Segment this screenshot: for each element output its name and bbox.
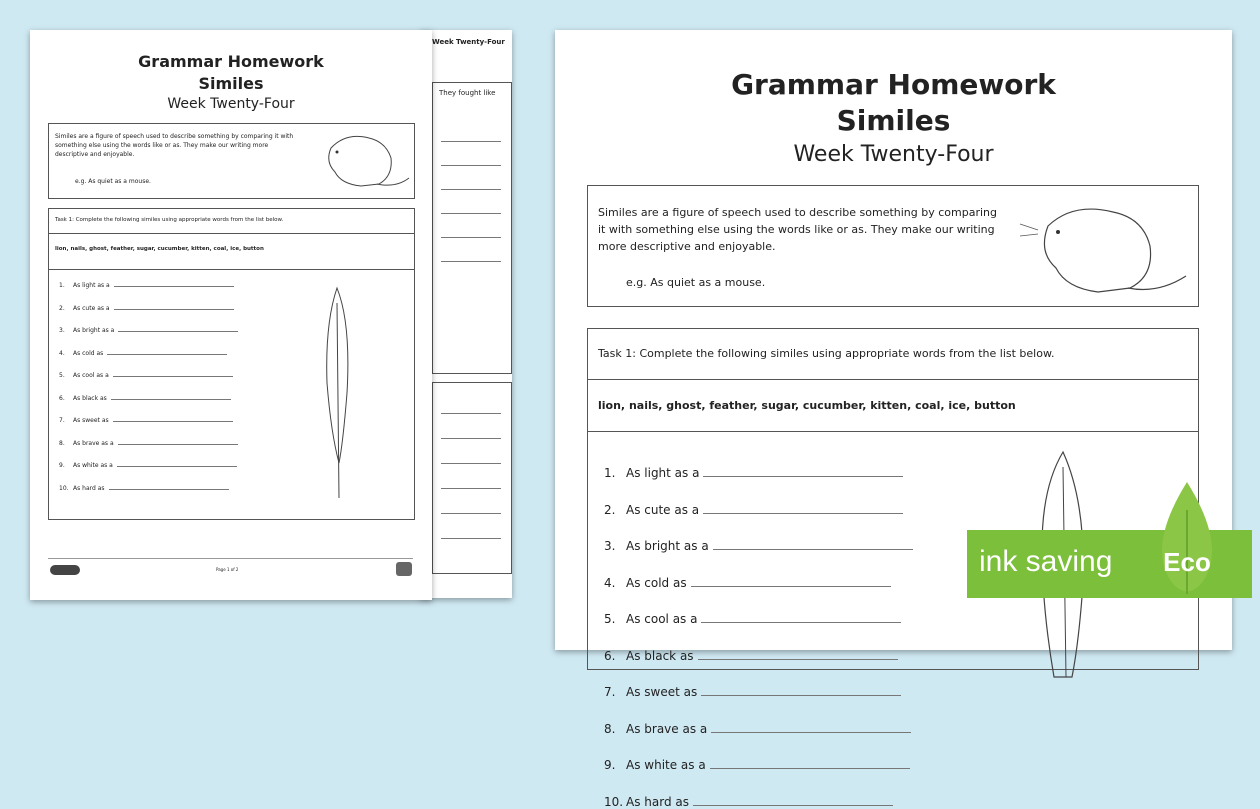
- large-task-box: [587, 328, 1199, 809]
- large-subtitle: Similes: [836, 104, 951, 137]
- simile-item: [59, 439, 238, 447]
- small-subtitle: Similes: [198, 74, 264, 93]
- small-task-text: Task 1: Complete the following similes using appropriate words from the list below.: [55, 217, 284, 223]
- simile-number: 5.: [59, 372, 65, 379]
- simile-item: [59, 326, 238, 334]
- simile-answer-blank[interactable]: [701, 611, 901, 623]
- simile-number: 10.: [604, 794, 624, 809]
- small-intro-box: [48, 123, 415, 199]
- large-task-text: Task 1: Complete the following similes using appropriate words from the list below.: [598, 347, 1055, 360]
- simile-answer-blank[interactable]: [118, 439, 238, 445]
- simile-answer-blank[interactable]: [114, 281, 234, 287]
- simile-item: [59, 349, 227, 357]
- simile-answer-blank[interactable]: [693, 794, 893, 806]
- preview-page-small: [30, 30, 432, 600]
- simile-text: As brave as a: [73, 439, 114, 447]
- simile-text: As cold as: [626, 575, 687, 590]
- simile-number: 9.: [604, 758, 616, 772]
- simile-item: [604, 611, 901, 626]
- simile-item: [59, 484, 229, 492]
- simile-text: As white as a: [626, 758, 706, 772]
- back-page-line-text: They fought like: [439, 89, 496, 97]
- ink-saving-label: ink saving: [979, 545, 1113, 578]
- simile-text: As light as a: [626, 466, 700, 480]
- small-items-list: [49, 281, 279, 511]
- small-wordlist: lion, nails, ghost, feather, sugar, cucumber, kitten, coal, ice, button: [55, 246, 264, 252]
- small-example: e.g. As quiet as a mouse.: [75, 178, 151, 185]
- simile-number: 2.: [59, 304, 65, 312]
- simile-item: [604, 757, 910, 772]
- simile-answer-blank[interactable]: [698, 648, 898, 660]
- simile-text: As hard as: [73, 484, 105, 492]
- back-page: [420, 30, 512, 598]
- large-items-list: [588, 465, 988, 809]
- simile-item: [604, 502, 903, 517]
- simile-answer-blank[interactable]: [114, 304, 234, 310]
- mouse-icon: [311, 128, 411, 194]
- simile-item: [59, 394, 231, 402]
- simile-number: 8.: [604, 721, 616, 736]
- simile-item: [604, 538, 913, 553]
- simile-answer-blank[interactable]: [117, 461, 237, 467]
- simile-answer-blank[interactable]: [713, 538, 913, 550]
- small-page-number: Page 1 of 2: [216, 567, 239, 572]
- eco-tag: Eco: [1163, 547, 1211, 577]
- simile-answer-blank[interactable]: [711, 721, 911, 733]
- simile-answer-blank[interactable]: [710, 757, 910, 769]
- simile-answer-blank[interactable]: [107, 349, 227, 355]
- simile-number: 7.: [604, 685, 616, 699]
- back-page-box: [432, 82, 512, 374]
- simile-item: [604, 684, 901, 699]
- simile-number: 4.: [604, 575, 616, 590]
- mouse-icon-large: [1018, 196, 1188, 302]
- simile-text: As black as: [626, 648, 694, 663]
- simile-number: 9.: [59, 462, 65, 469]
- simile-answer-blank[interactable]: [691, 575, 891, 587]
- simile-number: 3.: [59, 327, 65, 334]
- simile-number: 7.: [59, 417, 65, 424]
- large-intro-text: Similes are a figure of speech used to describe something by comparing it with something else using the words like or as. They make our writing more descriptive and enjoyable.: [598, 206, 997, 253]
- simile-answer-blank[interactable]: [701, 684, 901, 696]
- simile-number: 4.: [59, 349, 65, 357]
- simile-item: [604, 794, 893, 809]
- twinkl-logo: [50, 565, 80, 575]
- simile-number: 1.: [59, 282, 65, 289]
- simile-answer-blank[interactable]: [113, 371, 233, 377]
- small-task-box: [48, 208, 415, 520]
- simile-text: As cold as: [73, 349, 104, 357]
- small-week: Week Twenty-Four: [167, 96, 295, 112]
- simile-text: As cute as a: [626, 502, 700, 517]
- simile-number: 3.: [604, 539, 616, 553]
- simile-item: [59, 461, 237, 469]
- ink-saving-badge: [967, 530, 1252, 598]
- simile-number: 2.: [604, 502, 616, 517]
- simile-item: [59, 416, 233, 424]
- back-page-header: Week Twenty-Four: [432, 38, 505, 46]
- back-page-box-2: [432, 382, 512, 574]
- simile-answer-blank[interactable]: [703, 465, 903, 477]
- simile-item: [59, 281, 234, 289]
- simile-text: As bright as a: [73, 327, 115, 334]
- simile-text: As brave as a: [626, 721, 708, 736]
- simile-answer-blank[interactable]: [703, 502, 903, 514]
- simile-item: [604, 575, 891, 590]
- simile-text: As bright as a: [626, 539, 709, 553]
- simile-text: As black as: [73, 394, 107, 402]
- simile-text: As white as a: [73, 462, 113, 469]
- large-title: Grammar Homework: [731, 68, 1056, 101]
- simile-text: As sweet as: [626, 685, 698, 699]
- simile-answer-blank[interactable]: [118, 326, 238, 332]
- simile-text: As cute as a: [73, 304, 110, 312]
- small-title: Grammar Homework: [138, 52, 324, 71]
- simile-number: 8.: [59, 439, 65, 447]
- simile-item: [604, 721, 911, 736]
- large-wordlist: lion, nails, ghost, feather, sugar, cucumber, kitten, coal, ice, button: [598, 399, 1016, 412]
- large-example: e.g. As quiet as a mouse.: [626, 276, 766, 289]
- feather-icon: [317, 283, 357, 503]
- simile-number: 5.: [604, 612, 616, 626]
- large-week: Week Twenty-Four: [793, 142, 994, 167]
- simile-text: As cool as a: [73, 372, 109, 379]
- simile-item: [59, 371, 233, 379]
- simile-text: As cool as a: [626, 612, 698, 626]
- simile-answer-blank[interactable]: [109, 484, 229, 490]
- simile-number: 6.: [604, 648, 616, 663]
- simile-text: As sweet as: [73, 417, 109, 424]
- simile-text: As hard as: [626, 794, 689, 809]
- simile-text: As light as a: [73, 282, 110, 289]
- small-footer-logo: [396, 562, 412, 576]
- small-intro-text: Similes are a figure of speech used to describe something by comparing it with something else using the words like or as. They make our writing more descriptive and enjoyable.: [55, 133, 294, 158]
- simile-number: 6.: [59, 394, 65, 402]
- simile-number: 10.: [59, 484, 69, 492]
- large-intro-box: [587, 185, 1199, 307]
- simile-number: 1.: [604, 466, 616, 480]
- simile-answer-blank[interactable]: [113, 416, 233, 422]
- simile-item: [604, 648, 898, 663]
- simile-item: [604, 465, 903, 480]
- simile-answer-blank[interactable]: [111, 394, 231, 400]
- simile-item: [59, 304, 234, 312]
